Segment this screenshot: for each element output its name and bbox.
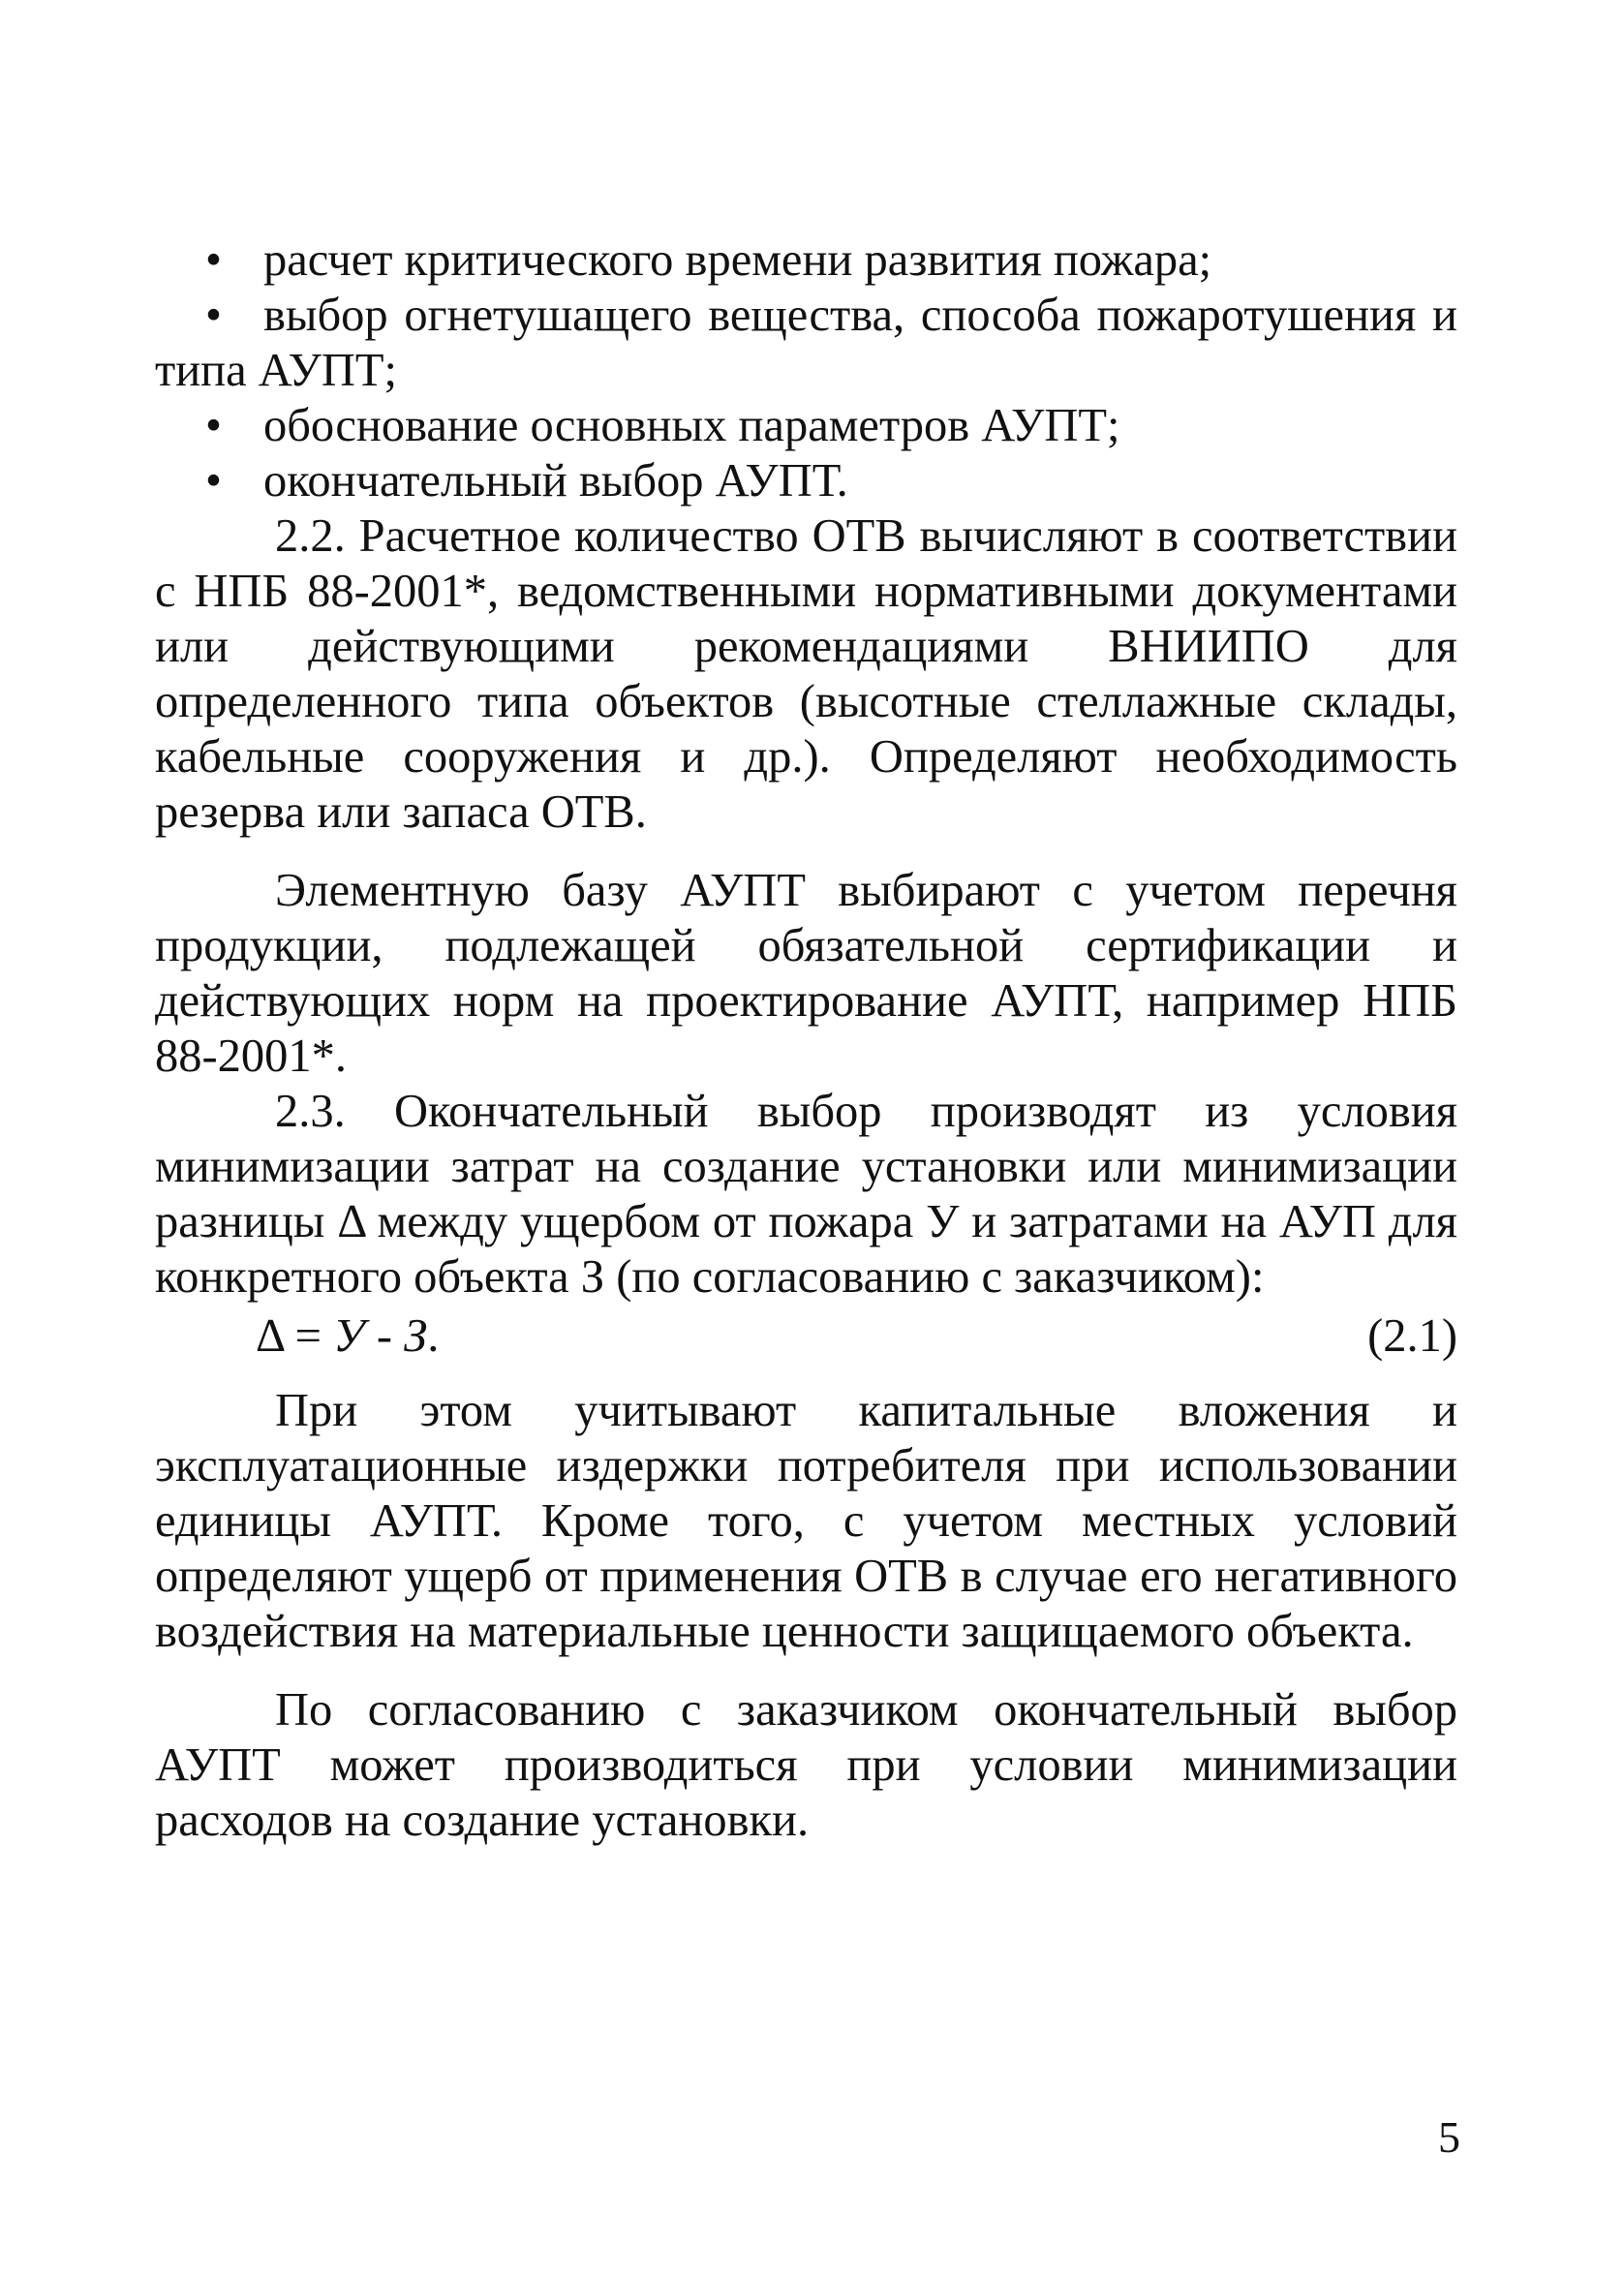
page-number: 5 (1438, 2112, 1460, 2162)
formula-period: . (427, 1310, 440, 1362)
paragraph-costs: При этом учитывают капитальные вложения и эксплуатационные издержки потребителя при использовании единицы АУПТ. Кроме того, с учетом местных условий определяют ущерб от применения ОТВ в случае его негативного воздействия на материальные ценности защищаемого объекта. (155, 1385, 1457, 1657)
list-item-text: обоснование основных параметров АУПТ; (263, 400, 1120, 451)
list-item-text: расчет критического времени развития пожара; (263, 234, 1212, 286)
bullet-icon: • (205, 234, 222, 286)
list-item (155, 288, 1457, 398)
bullet-icon: • (205, 290, 222, 341)
paragraph-agreement: По согласованию с заказчиком окончательный выбор АУПТ может производиться при условии минимизации расходов на создание установки. (155, 1684, 1457, 1846)
formula-minus: - (364, 1310, 405, 1362)
formula-delta: Δ (256, 1310, 284, 1362)
formula-expression (256, 1308, 439, 1364)
paragraph-2-2: 2.2. Расчетное количество ОТВ вычисляют в соответствии с НПБ 88-2001*, ведомственными нормативными документами или действующими рекомендациями ВНИИПО для определенного типа объектов (высотные стеллажные склады, кабельные сооружения и др.). Определяют необходимость резерва или запаса ОТВ. (155, 510, 1457, 838)
list-item (155, 398, 1457, 453)
formula-z: З (404, 1310, 428, 1362)
bullet-icon: • (205, 400, 222, 451)
document-body (155, 232, 1457, 1848)
formula-equals: = (283, 1310, 334, 1362)
formula-u: У (333, 1310, 365, 1362)
formula-number: (2.1) (1367, 1310, 1457, 1362)
paragraph-2-3: 2.3. Окончательный выбор производят из условия минимизации затрат на создание установки или минимизации разницы Δ между ущербом от пожара У и затратами на АУП для конкретного объекта З (по согласованию с заказчиком): (155, 1086, 1457, 1303)
bullet-icon: • (205, 455, 222, 507)
paragraph-element-base: Элементную базу АУПТ выбирают с учетом перечня продукции, подлежащей обязательной сертификации и действующих норм на проектирование АУПТ, например НПБ 88-2001*. (155, 865, 1457, 1082)
formula-2-1 (155, 1308, 1457, 1364)
list-item-text: выбор огнетушащего вещества, способа пожаротушения и типа АУПТ; (155, 290, 1457, 396)
list-item-text: окончательный выбор АУПТ. (263, 455, 848, 507)
list-item (155, 453, 1457, 508)
list-item (155, 232, 1457, 288)
